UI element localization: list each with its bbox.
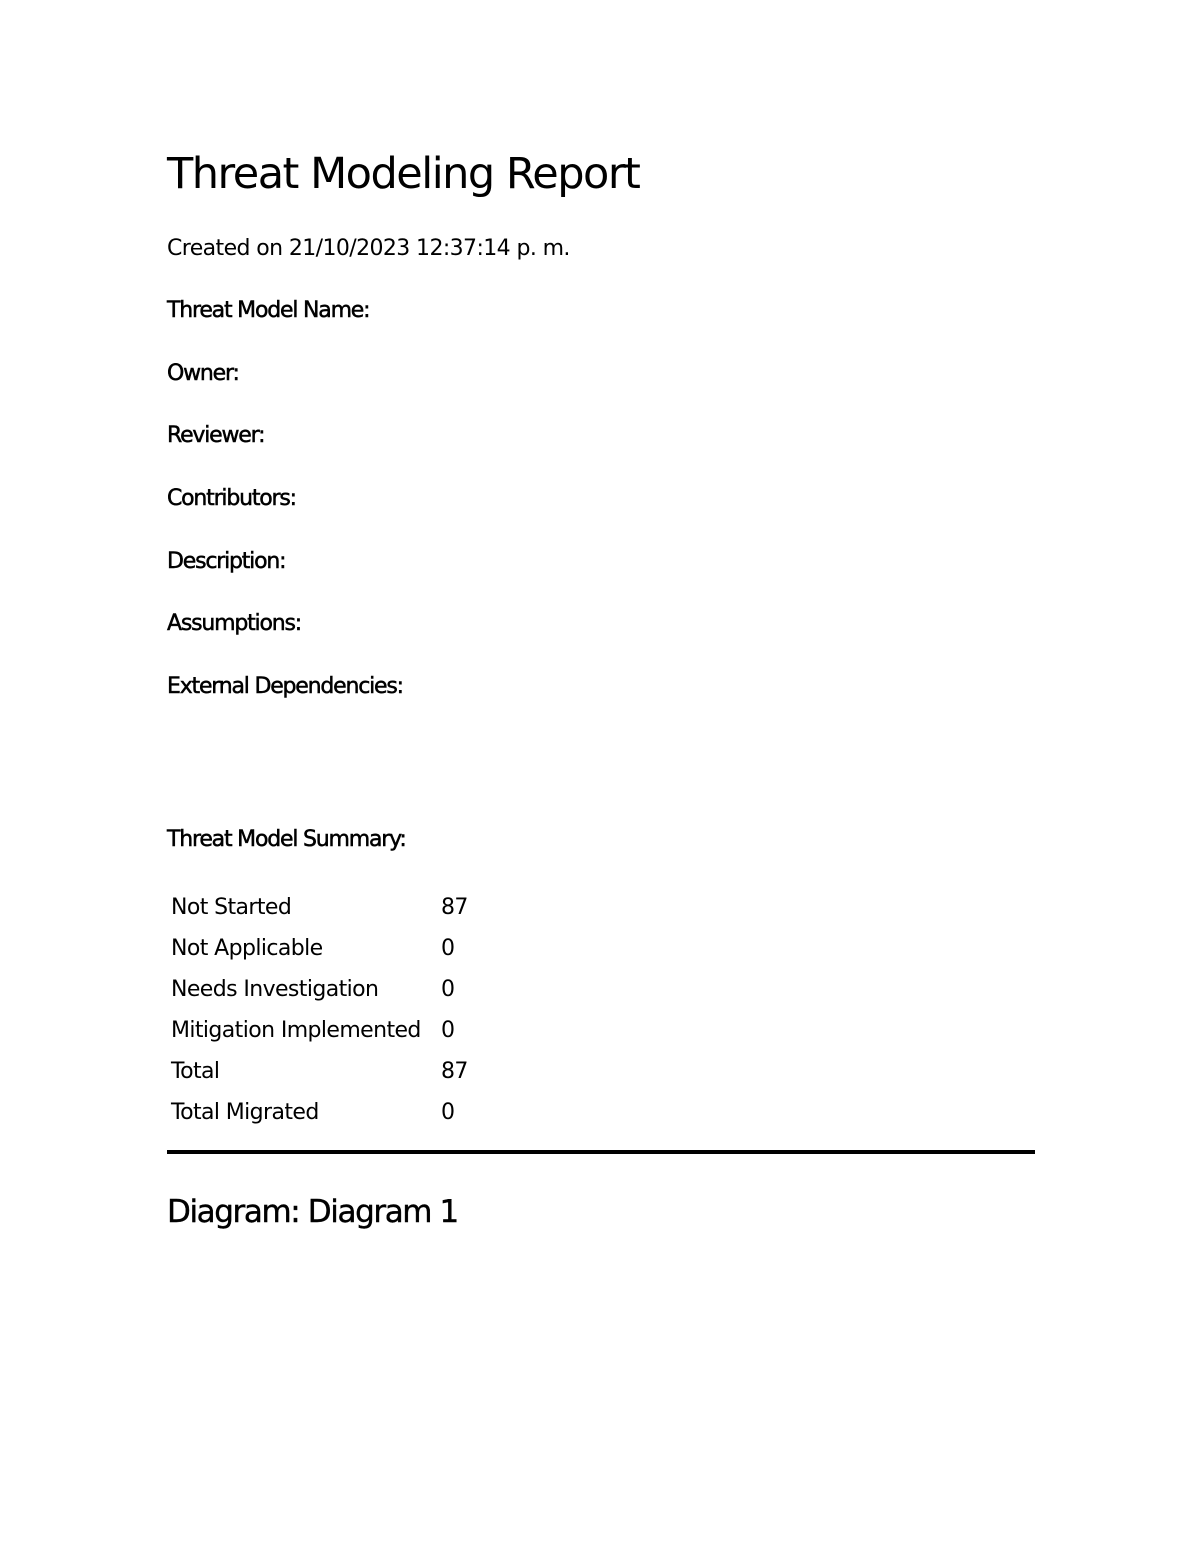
contributors-label: Contributors: (167, 486, 296, 511)
external-dependencies-label: External Dependencies: (167, 674, 403, 699)
table-row (171, 887, 501, 928)
summary-value: 0 (441, 977, 455, 1002)
assumptions-label: Assumptions: (167, 611, 301, 636)
threat-model-name-label: Threat Model Name: (167, 298, 370, 323)
summary-value: 0 (441, 1100, 455, 1125)
created-timestamp: Created on 21/10/2023 12:37:14 p. m. (167, 236, 570, 261)
summary-table (171, 887, 501, 1133)
owner-label: Owner: (167, 361, 239, 386)
summary-heading: Threat Model Summary: (167, 827, 406, 852)
diagram-title: Diagram: Diagram 1 (167, 1194, 458, 1230)
table-row (171, 928, 501, 969)
section-divider (167, 1150, 1035, 1154)
summary-value: 87 (441, 1059, 468, 1084)
summary-label: Not Started (171, 895, 292, 920)
summary-label: Needs Investigation (171, 977, 379, 1002)
report-page (167, 0, 1035, 1553)
summary-label: Total Migrated (171, 1100, 319, 1125)
table-row (171, 1051, 501, 1092)
summary-label: Mitigation Implemented (171, 1018, 421, 1043)
table-row (171, 1010, 501, 1051)
summary-value: 0 (441, 1018, 455, 1043)
description-label: Description: (167, 549, 286, 574)
summary-value: 0 (441, 936, 455, 961)
table-row (171, 1092, 501, 1133)
summary-label: Not Applicable (171, 936, 323, 961)
table-row (171, 969, 501, 1010)
summary-value: 87 (441, 895, 468, 920)
report-title: Threat Modeling Report (167, 149, 640, 199)
summary-label: Total (171, 1059, 220, 1084)
reviewer-label: Reviewer: (167, 423, 265, 448)
